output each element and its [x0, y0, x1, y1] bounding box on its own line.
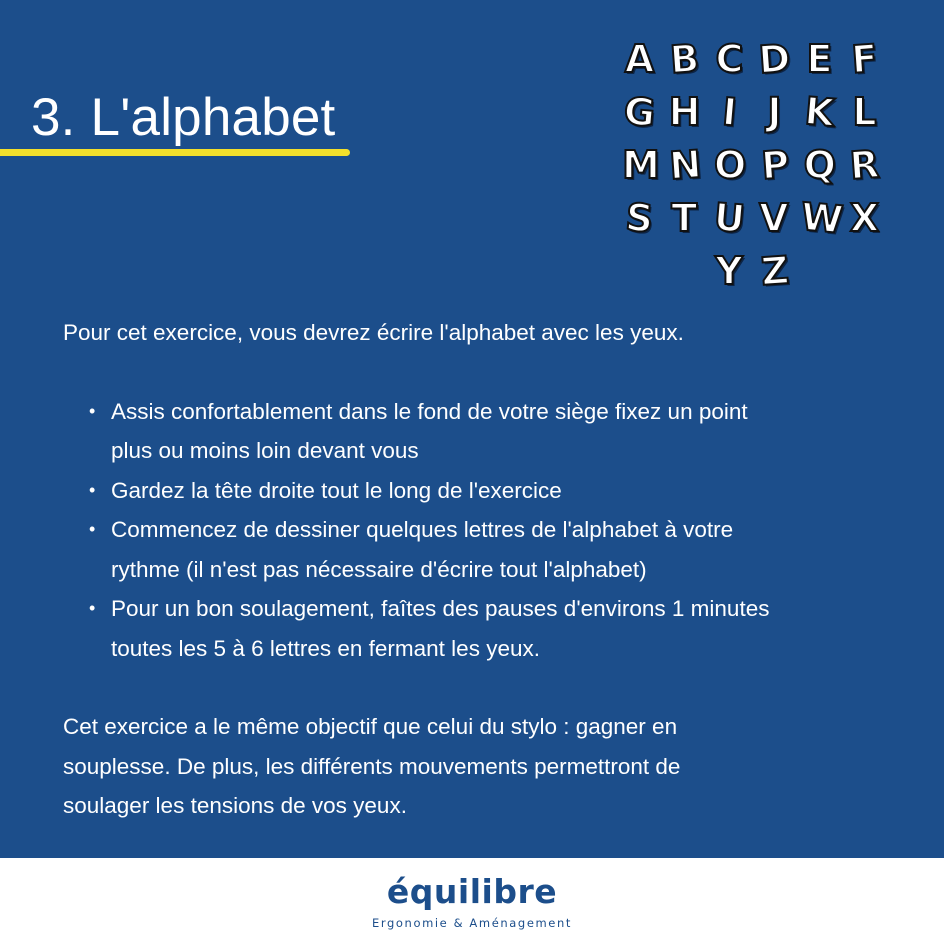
instruction-item — [63, 589, 893, 668]
alphabet-illustration — [622, 32, 882, 297]
footer — [0, 858, 944, 944]
alphabet-letter: J — [767, 89, 782, 134]
instruction-item — [63, 392, 893, 471]
exercise-content — [63, 313, 893, 826]
alphabet-letter: H — [668, 89, 701, 134]
alphabet-row — [622, 85, 882, 138]
instruction-line: Gardez la tête droite tout le long de l'exercice — [111, 477, 562, 503]
bullet-icon: • — [89, 400, 96, 421]
bullet-icon: • — [89, 479, 96, 500]
alphabet-letter: L — [852, 89, 877, 134]
alphabet-letter: X — [849, 195, 880, 240]
alphabet-row — [622, 244, 882, 297]
outro-line: soulager les tensions de vos yeux. — [63, 793, 407, 818]
brand-tagline: Ergonomie & Aménagement — [372, 916, 572, 930]
page-title: 3. L'alphabet — [31, 88, 336, 147]
bullet-icon: • — [89, 598, 96, 618]
intro-paragraph: Pour cet exercice, vous devrez écrire l'alphabet avec les yeux. — [63, 320, 684, 345]
instructions-list — [63, 392, 893, 669]
alphabet-letter: D — [757, 35, 792, 82]
brand-logo: équilibre — [386, 872, 558, 911]
alphabet-letter: E — [806, 36, 833, 81]
instruction-item — [63, 471, 893, 511]
alphabet-letter: Z — [759, 247, 791, 294]
alphabet-letter: N — [667, 141, 703, 188]
alphabet-letter: F — [850, 35, 879, 82]
alphabet-letter: S — [623, 194, 655, 241]
alphabet-row — [622, 138, 882, 191]
outro-paragraph — [63, 707, 893, 826]
alphabet-letter: A — [624, 36, 655, 81]
alphabet-letter: P — [759, 141, 791, 188]
instruction-line: Commencez de dessiner quelques lettres de l'alphabet à votre — [111, 517, 734, 542]
alphabet-letter: R — [848, 141, 881, 188]
instruction-line: Assis confortablement dans le fond de votre siège fixez un point — [111, 398, 748, 424]
alphabet-letter: K — [802, 88, 837, 135]
instruction-line: Pour un bon soulagement, faîtes des pauses d'environs 1 minutes — [111, 596, 770, 621]
title-underline — [0, 149, 350, 156]
alphabet-letter: T — [671, 195, 698, 240]
outro-line: Cet exercice a le même objectif que celui du stylo : gagner en — [63, 714, 678, 739]
alphabet-row — [622, 191, 882, 244]
alphabet-letter: Y — [715, 248, 743, 293]
alphabet-letter: U — [711, 194, 747, 241]
outro-line: souplesse. De plus, les différents mouvements permettront de — [63, 753, 681, 779]
bullet-icon: • — [89, 519, 96, 539]
instruction-line: plus ou moins loin devant vous — [111, 438, 419, 463]
instruction-line: toutes les 5 à 6 lettres en fermant les yeux. — [111, 635, 540, 661]
alphabet-letter: W — [799, 194, 845, 242]
alphabet-letter: B — [668, 35, 701, 82]
alphabet-letter: M — [622, 142, 660, 187]
instruction-item — [63, 510, 893, 589]
alphabet-letter: Q — [803, 142, 836, 187]
instruction-line: rythme (il n'est pas nécessaire d'écrire tout l'alphabet) — [111, 556, 647, 582]
alphabet-letter: G — [622, 88, 657, 135]
alphabet-letter: I — [720, 88, 739, 135]
alphabet-letter: C — [715, 36, 744, 81]
alphabet-letter: V — [759, 195, 789, 240]
alphabet-letter: O — [714, 142, 747, 187]
alphabet-row — [622, 32, 882, 85]
